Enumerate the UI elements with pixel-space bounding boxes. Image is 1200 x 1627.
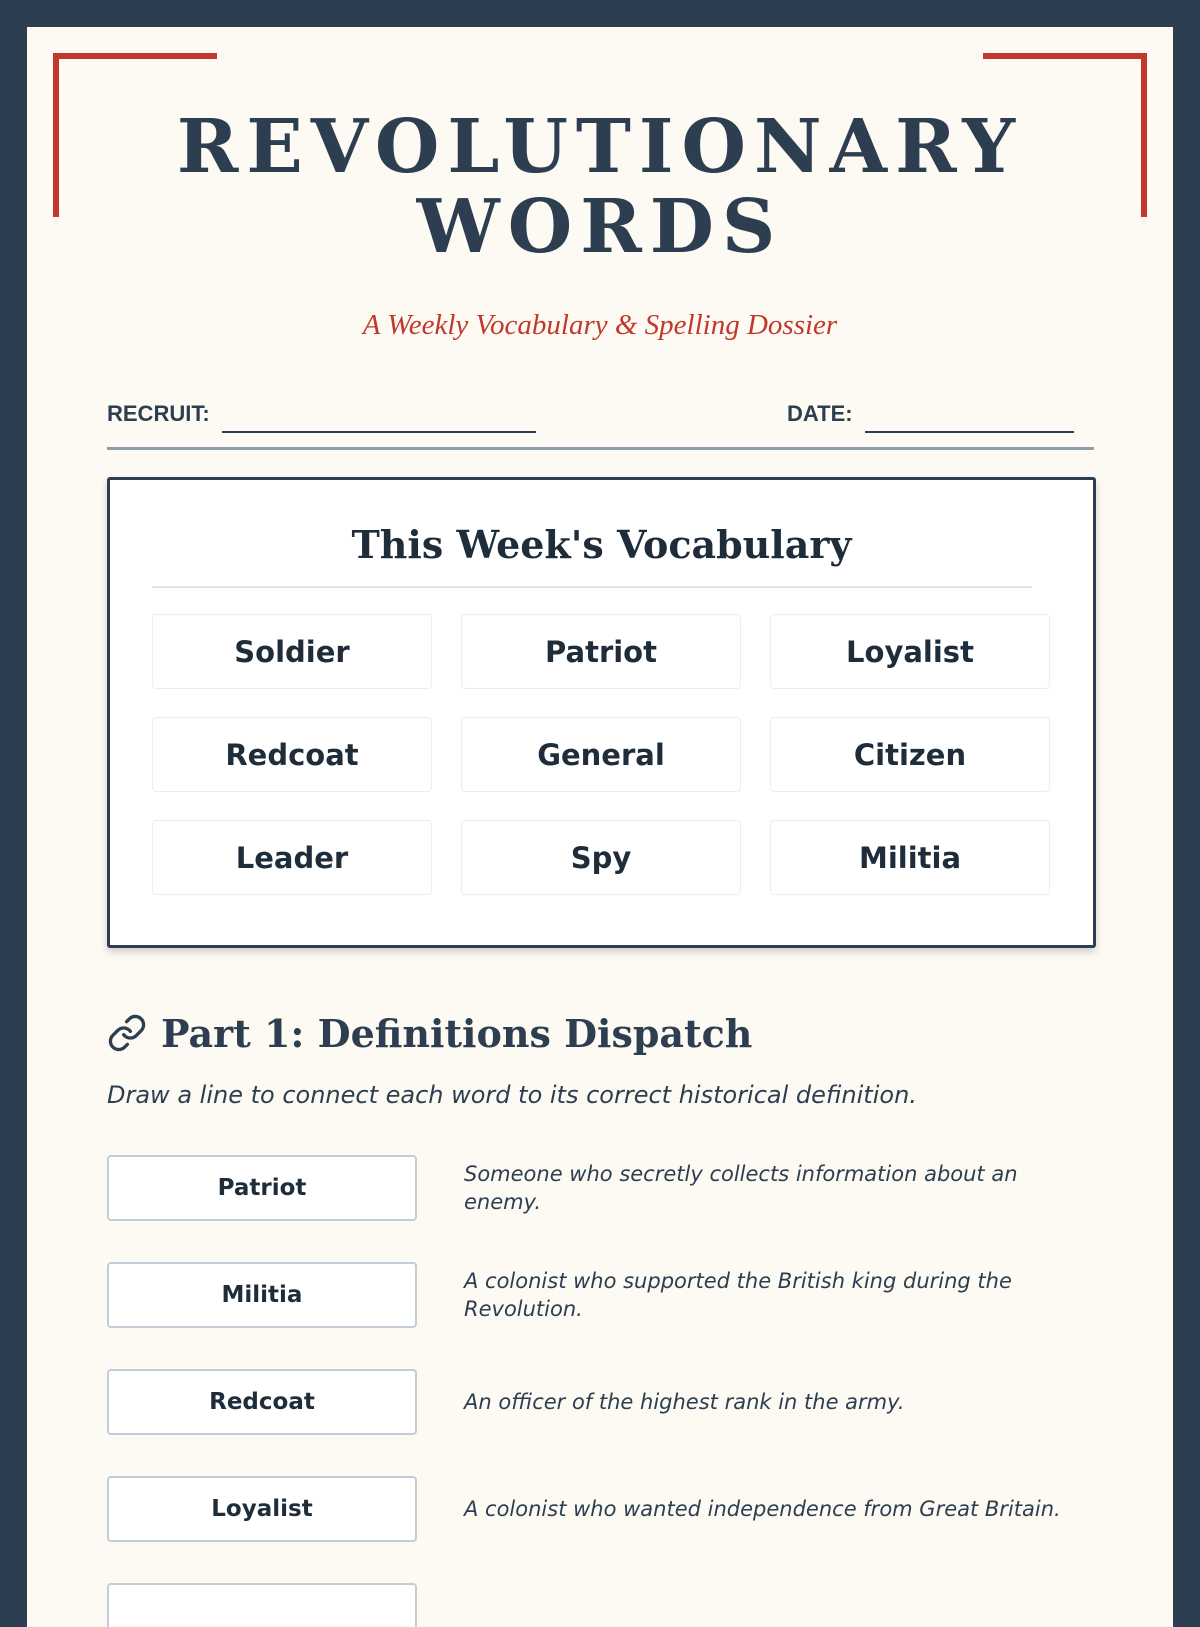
title-line-2: WORDS <box>416 184 784 270</box>
vocab-word: Redcoat <box>152 717 432 792</box>
vocabulary-box <box>107 477 1096 948</box>
match-word-box[interactable]: Militia <box>107 1262 417 1328</box>
vocabulary-grid <box>152 614 1034 895</box>
vocab-word: Soldier <box>152 614 432 689</box>
date-label: DATE: <box>787 401 853 426</box>
recruit-name-line[interactable] <box>222 431 536 433</box>
match-definition: A colonist who wanted independence from Great Britain. <box>464 1497 1061 1521</box>
recruit-label: RECRUIT: <box>107 401 210 426</box>
match-word-box[interactable]: Loyalist <box>107 1476 417 1542</box>
vocab-word: Militia <box>770 820 1050 895</box>
page-subtitle: A Weekly Vocabulary & Spelling Dossier <box>362 309 838 341</box>
part1-heading <box>107 1003 752 1063</box>
vocab-word: Patriot <box>461 614 741 689</box>
vocabulary-divider <box>152 586 1032 588</box>
part1-instructions: Draw a line to connect each word to its correct historical definition. <box>107 1081 917 1109</box>
part1-title: Part 1: Definitions Dispatch <box>161 1010 753 1056</box>
match-row <box>107 1155 1097 1221</box>
match-row <box>107 1583 1097 1627</box>
link-icon <box>107 1013 147 1053</box>
date-line[interactable] <box>865 431 1074 433</box>
vocab-word: General <box>461 717 741 792</box>
match-word-box[interactable]: Redcoat <box>107 1369 417 1435</box>
match-definition: An officer of the highest rank in the army. <box>464 1390 905 1414</box>
match-word-box[interactable]: Patriot <box>107 1155 417 1221</box>
match-row <box>107 1369 1097 1435</box>
match-row <box>107 1262 1097 1328</box>
vocab-word: Leader <box>152 820 432 895</box>
match-definition <box>464 1583 1064 1627</box>
match-definition: A colonist who supported the British king during the Revolution. <box>464 1269 1012 1321</box>
page-title <box>27 104 1173 270</box>
vocab-word: Spy <box>461 820 741 895</box>
worksheet-page <box>27 27 1173 1627</box>
match-row <box>107 1476 1097 1542</box>
match-word-box[interactable] <box>107 1583 417 1627</box>
recruit-date-row <box>107 387 1094 450</box>
vocab-word: Loyalist <box>770 614 1050 689</box>
match-definition: Someone who secretly collects information about an enemy. <box>464 1162 1018 1214</box>
vocab-word: Citizen <box>770 717 1050 792</box>
vocabulary-title: This Week's Vocabulary <box>351 522 852 567</box>
title-line-1: REVOLUTIONARY <box>176 104 1024 190</box>
